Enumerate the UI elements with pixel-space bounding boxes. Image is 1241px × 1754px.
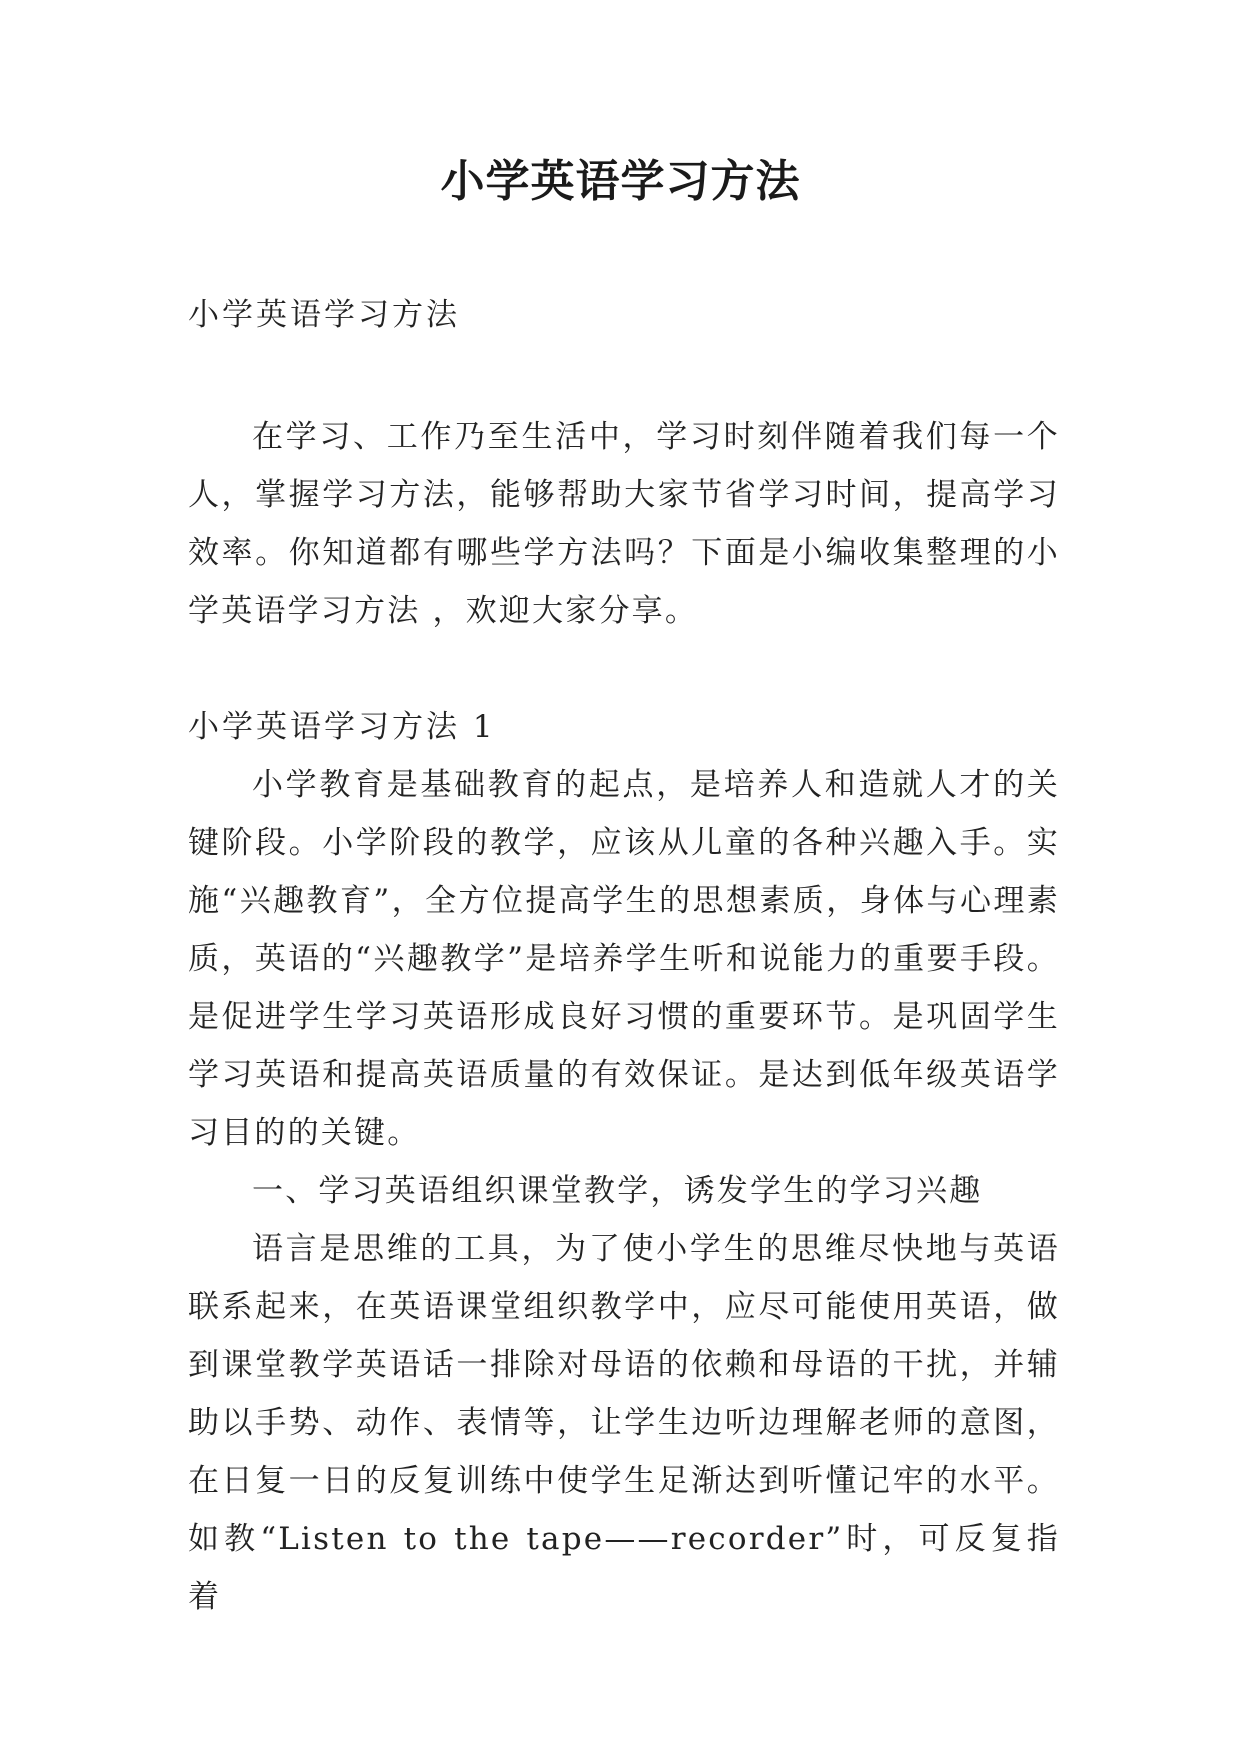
section-heading: 小学英语学习方法 1 (188, 709, 496, 745)
document-title: 小学英语学习方法 (440, 156, 801, 207)
section-1 (188, 698, 1060, 1626)
body-paragraph: 语言是思维的工具，为了使小学生的思维尽快地与英语联系起来，在英语课堂组织教学中，应尽可能使用英语，做到课堂教学英语话一排除对母语的依赖和母语的干扰，并辅助以手势、动作、表情等，让学生边听边理解老师的意图，在日复一日的反复训练中使学生足渐达到听懂记牢的水平。如教“Listen to the tape——recorder”时，可反复指着 (188, 1231, 1060, 1615)
intro-paragraph: 在学习、工作乃至生活中，学习时刻伴随着我们每一个人，掌握学习方法，能够帮助大家节省学习时间，提高学习效率。你知道都有哪些学方法吗？下面是小编收集整理的小学英语学习方法 ，欢迎大家分享。 (188, 419, 1060, 629)
subsection-heading: 一、学习英语组织课堂教学，诱发学生的学习兴趣 (252, 1173, 983, 1209)
document-subtitle: 小学英语学习方法 (188, 297, 460, 333)
body-paragraph: 小学教育是基础教育的起点，是培养人和造就人才的关键阶段。小学阶段的教学，应该从儿童的各种兴趣入手。实施“兴趣教育”，全方位提高学生的思想素质，身体与心理素质，英语的“兴趣教学”是培养学生听和说能力的重要手段。是促进学生学习英语形成良好习惯的重要环节。是巩固学生学习英语和提高英语质量的有效保证。是达到低年级英语学习目的的关键。 (188, 767, 1060, 1151)
